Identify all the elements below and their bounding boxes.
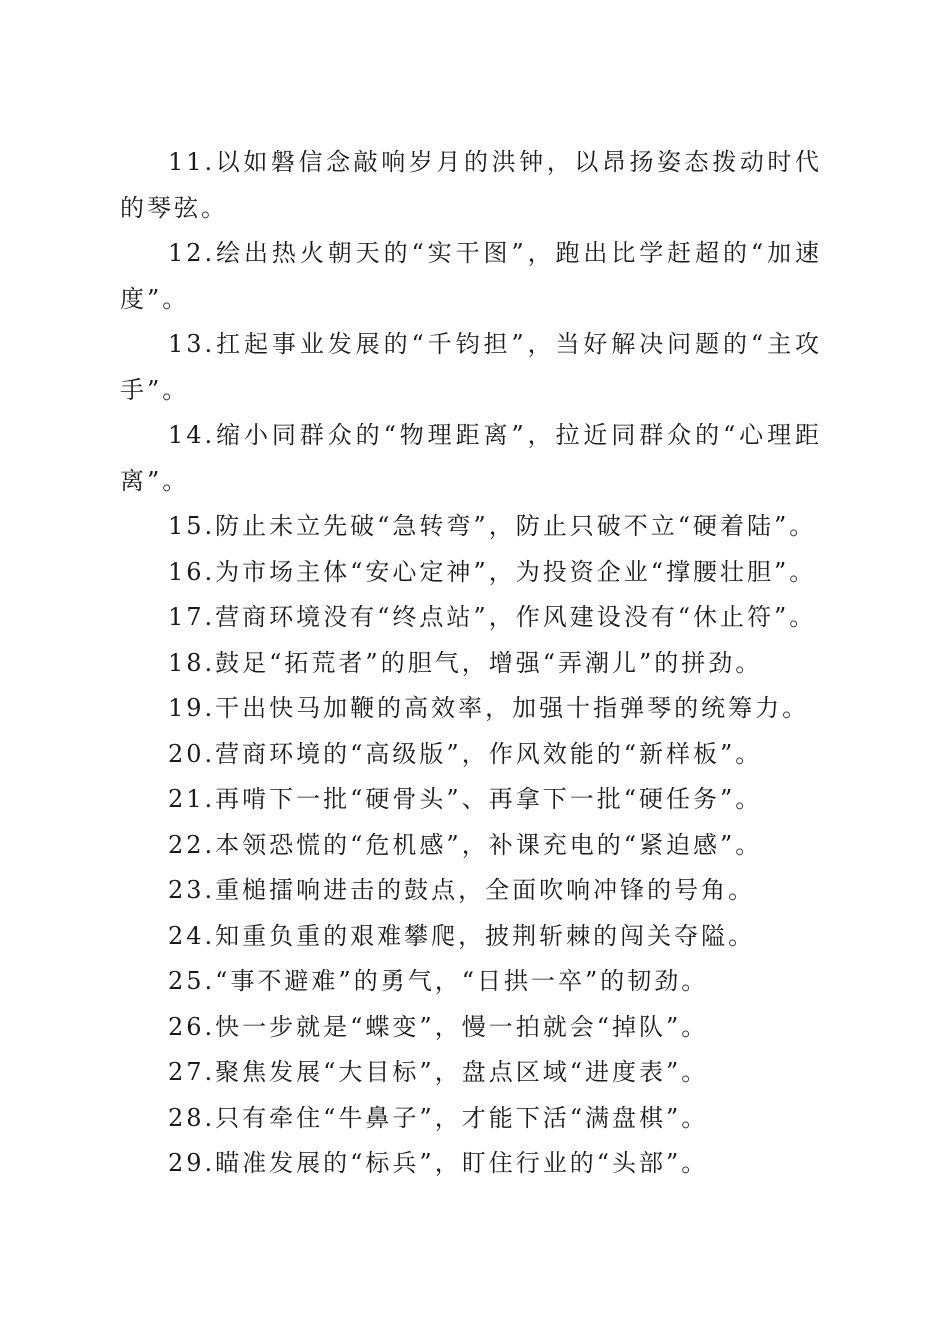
paragraph: 14.缩小同群众的“物理距离”，拉近同群众的“心理距离”。 [120,421,822,495]
paragraph: 27.聚焦发展“大目标”，盘点区域“进度表”。 [168,1058,709,1086]
paragraph: 13.扛起事业发展的“千钧担”，当好解决问题的“主攻手”。 [120,330,822,404]
paragraph: 19.干出快马加鞭的高效率，加强十指弹琴的统筹力。 [168,694,810,722]
paragraph: 28.只有牵住“牛鼻子”，才能下活“满盘棋”。 [168,1103,709,1132]
paragraph: 23.重槌擂响进击的鼓点，全面吹响冲锋的号角。 [168,876,756,904]
paragraph: 15.防止未立先破“急转弯”，防止只破不立“硬着陆”。 [168,512,817,540]
paragraph: 16.为市场主体“安心定神”，为投资企业“撑腰壮胆”。 [168,557,817,586]
paragraph: 11.以如磐信念敲响岁月的洪钟，以昂扬姿态拨动时代的琴弦。 [120,148,822,222]
document-body [120,140,822,1187]
paragraph: 24.知重负重的艰难攀爬，披荆斩棘的闯关夺隘。 [168,921,756,950]
paragraph: 20.营商环境的“高级版”，作风效能的“新样板”。 [168,739,763,768]
paragraph: 17.营商环境没有“终点站”，作风建设没有“休止符”。 [168,603,817,631]
paragraph: 18.鼓足“拓荒者”的胆气，增强“弄潮儿”的拼劲。 [168,648,763,677]
paragraph: 12.绘出热火朝天的“实干图”，跑出比学赶超的“加速度”。 [120,239,822,313]
paragraph: 21.再啃下一批“硬骨头”、再拿下一批“硬任务”。 [168,785,763,813]
paragraph: 25.“事不避难”的勇气，“日拱一卒”的韧劲。 [168,967,709,995]
paragraph: 29.瞄准发展的“标兵”，盯住行业的“头部”。 [168,1149,709,1177]
paragraph: 26.快一步就是“蝶变”，慢一拍就会“掉队”。 [168,1012,709,1041]
paragraph: 22.本领恐慌的“危机感”，补课充电的“紧迫感”。 [168,830,763,859]
